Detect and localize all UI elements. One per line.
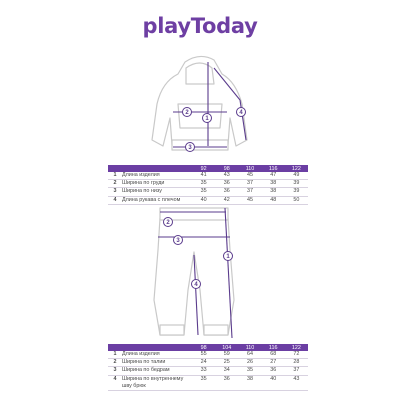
cell-value: 28 — [293, 359, 300, 366]
row-label: Ширина по груди — [122, 180, 165, 187]
hoodie-marker-1: 1 — [205, 116, 209, 122]
cell-value: 64 — [247, 351, 253, 357]
cell-value: 27 — [270, 359, 277, 366]
cell-value: 59 — [223, 351, 230, 357]
cell-value: 36 — [223, 375, 230, 382]
top-size-table — [108, 165, 308, 205]
cell-value: 26 — [247, 359, 253, 366]
cell-value: 36 — [223, 180, 230, 187]
cell-value: 50 — [293, 196, 300, 203]
row-number: 3 — [113, 367, 117, 374]
cell-value: 72 — [293, 351, 300, 357]
cell-value: 37 — [247, 180, 253, 187]
cell-value: 36 — [270, 367, 277, 374]
cell-value: 35 — [200, 375, 207, 382]
cell-value: 68 — [270, 351, 277, 357]
bottom-table-header — [108, 344, 308, 351]
pants-marker-3: 3 — [176, 238, 180, 244]
pants-marker-4: 4 — [194, 282, 198, 288]
cell-value: 40 — [270, 375, 277, 382]
brand-logo: playToday — [142, 14, 258, 38]
row-label: Длина рукава с плечом — [122, 196, 181, 203]
row-number: 4 — [113, 375, 117, 382]
cell-value: 45 — [247, 196, 253, 203]
cell-value: 35 — [247, 367, 253, 374]
pants-marker-1: 1 — [226, 254, 230, 260]
top-table-header — [108, 165, 308, 172]
cell-value: 55 — [200, 351, 207, 357]
size-col: 98 — [200, 344, 207, 351]
row-number: 3 — [113, 188, 117, 195]
table-row — [108, 188, 308, 196]
table-row — [108, 172, 308, 180]
cell-value: 42 — [223, 196, 230, 203]
hoodie-outline — [152, 56, 247, 150]
cell-value: 24 — [200, 359, 207, 366]
cell-value: 43 — [223, 172, 230, 178]
cell-value: 45 — [247, 172, 253, 178]
cell-value: 47 — [270, 172, 277, 178]
size-col: 110 — [245, 165, 255, 172]
cell-value: 37 — [247, 188, 253, 195]
row-number: 1 — [113, 172, 117, 178]
cell-value: 38 — [270, 188, 277, 195]
row-number: 1 — [113, 351, 117, 357]
row-label: Длина изделия — [122, 172, 160, 178]
table-row — [108, 367, 308, 375]
cell-value: 34 — [223, 367, 230, 374]
size-col: 98 — [223, 165, 230, 172]
table-row — [108, 351, 308, 359]
row-label: Ширина по низу — [122, 188, 162, 195]
cell-value: 40 — [200, 196, 207, 203]
hoodie-marker-4: 4 — [239, 110, 243, 116]
cell-value: 35 — [200, 188, 207, 195]
cell-value: 33 — [200, 367, 207, 374]
cell-value: 43 — [293, 375, 300, 382]
row-label: Ширина по талии — [122, 359, 166, 366]
cell-value: 48 — [270, 196, 277, 203]
row-number: 2 — [113, 359, 117, 366]
table-row — [108, 359, 308, 367]
table-row — [108, 197, 308, 205]
pants-marker-2: 2 — [166, 220, 170, 226]
cell-value: 39 — [293, 180, 300, 187]
table-row — [108, 180, 308, 188]
cell-value: 37 — [293, 367, 300, 374]
row-number: 2 — [113, 180, 117, 187]
row-number: 4 — [113, 196, 117, 203]
size-col: 104 — [222, 344, 232, 351]
size-col: 110 — [245, 344, 255, 351]
cell-value: 49 — [293, 172, 300, 178]
hoodie-marker-2: 2 — [185, 110, 189, 116]
size-col: 122 — [291, 165, 301, 172]
cell-value: 38 — [270, 180, 277, 187]
cell-value: 35 — [200, 180, 207, 187]
pants-outline — [154, 208, 234, 335]
cell-value: 36 — [223, 188, 230, 195]
cell-value: 39 — [293, 188, 300, 195]
size-col: 116 — [268, 165, 278, 172]
size-col: 92 — [200, 165, 207, 172]
table-row — [108, 376, 308, 391]
cell-value: 38 — [247, 375, 253, 382]
size-col: 122 — [291, 344, 301, 351]
cell-value: 25 — [223, 359, 230, 366]
row-label: Ширина по внутреннему шву брюк — [122, 375, 184, 389]
bottom-size-table — [108, 344, 308, 391]
size-col: 116 — [268, 344, 278, 351]
row-label: Длина изделия — [122, 351, 160, 357]
cell-value: 41 — [200, 172, 207, 178]
hoodie-marker-3: 3 — [188, 145, 192, 151]
row-label: Ширина по бедрам — [122, 367, 170, 374]
